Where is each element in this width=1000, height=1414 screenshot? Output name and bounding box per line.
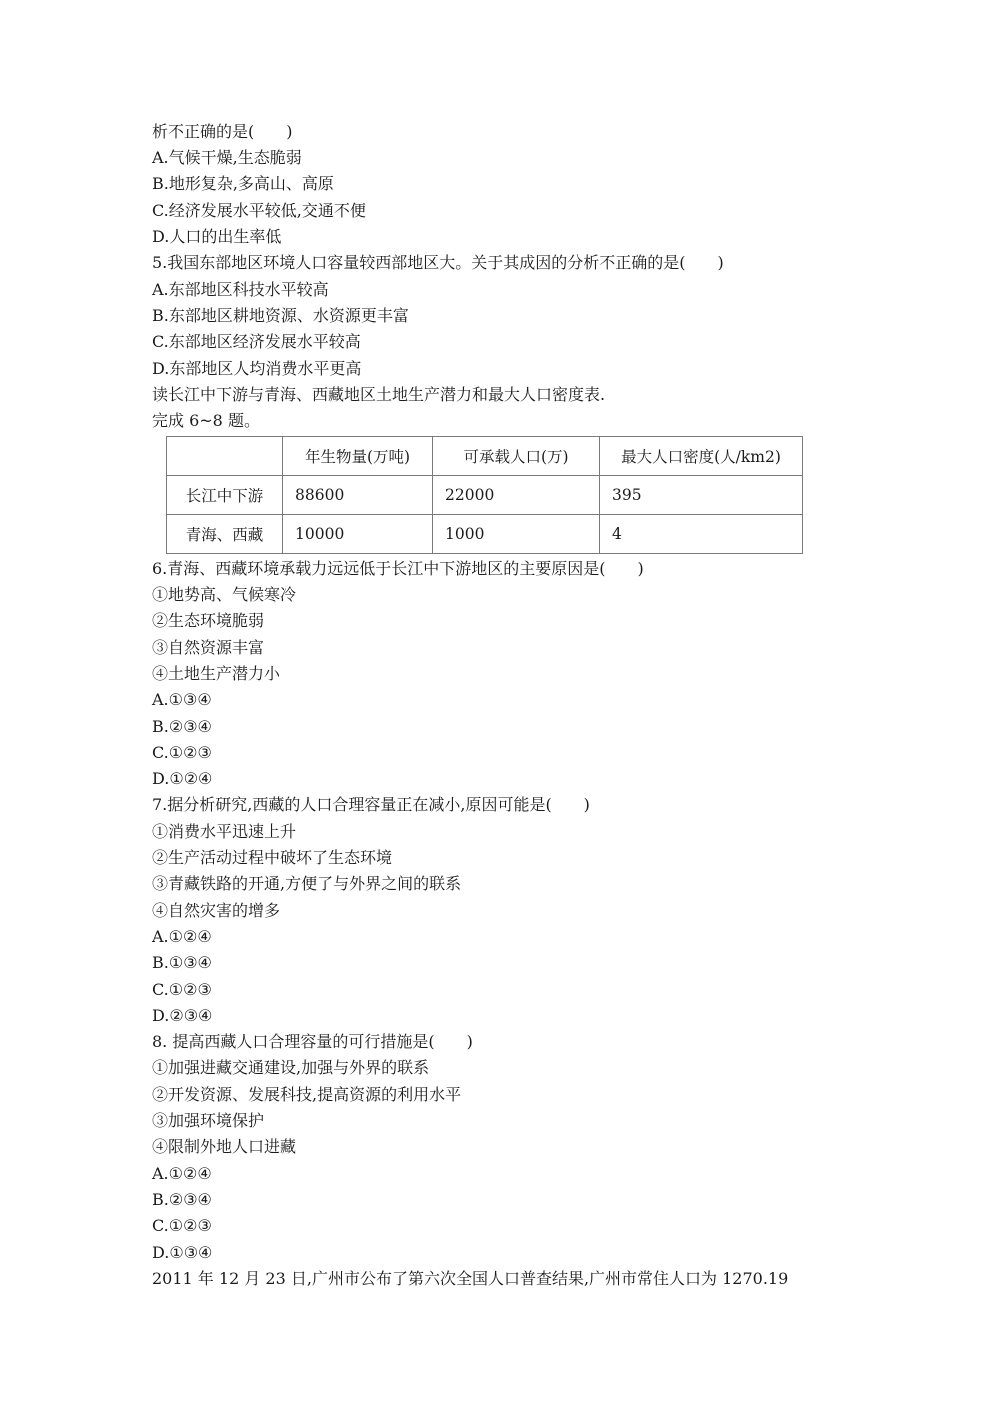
- q5-option-a: A.东部地区科技水平较高: [152, 280, 329, 299]
- q6-item-2: ②生态环境脆弱: [152, 611, 265, 630]
- land-potential-table: [166, 436, 803, 554]
- table-cell: 22000: [433, 476, 600, 515]
- q7-option-b: B.①③④: [152, 953, 212, 972]
- q6-option-a: A.①③④: [152, 690, 212, 709]
- q6-option-d: D.①②④: [152, 769, 213, 788]
- q6-item-3: ③自然资源丰富: [152, 638, 265, 657]
- table-header-row: [167, 437, 803, 476]
- q6-option-c: C.①②③: [152, 743, 212, 762]
- q8-item-4: ④限制外地人口进藏: [152, 1137, 297, 1156]
- table-row: [167, 476, 803, 515]
- table-header-cell: 年生物量(万吨): [283, 437, 433, 476]
- q5-stem: 5.我国东部地区环境人口容量较西部地区大。关于其成因的分析不正确的是( ): [152, 253, 724, 272]
- table-cell: 1000: [433, 515, 600, 554]
- table-cell: 10000: [283, 515, 433, 554]
- q6-item-1: ①地势高、气候寒冷: [152, 585, 297, 604]
- q6-stem: 6.青海、西藏环境承载力远远低于长江中下游地区的主要原因是( ): [152, 559, 644, 578]
- q7-stem: 7.据分析研究,西藏的人口合理容量正在减小,原因可能是( ): [152, 795, 590, 814]
- q8-option-c: C.①②③: [152, 1216, 212, 1235]
- table-cell: 4: [600, 515, 803, 554]
- q5-option-c: C.东部地区经济发展水平较高: [152, 332, 361, 351]
- q7-option-c: C.①②③: [152, 980, 212, 999]
- q8-option-d: D.①③④: [152, 1243, 213, 1262]
- table-cell: 长江中下游: [167, 476, 283, 515]
- q8-option-b: B.②③④: [152, 1190, 212, 1209]
- table-intro: 读长江中下游与青海、西藏地区土地生产潜力和最大人口密度表.: [152, 385, 606, 404]
- q7-item-1: ①消费水平迅速上升: [152, 822, 297, 841]
- q8-item-2: ②开发资源、发展科技,提高资源的利用水平: [152, 1085, 462, 1104]
- q7-option-d: D.②③④: [152, 1006, 213, 1025]
- q5-option-d: D.东部地区人均消费水平更高: [152, 359, 362, 378]
- q7-item-2: ②生产活动过程中破坏了生态环境: [152, 848, 393, 867]
- table-header-cell: 最大人口密度(人/km2): [600, 437, 803, 476]
- table-cell: 88600: [283, 476, 433, 515]
- q8-option-a: A.①②④: [152, 1164, 212, 1183]
- q4-option-b: B.地形复杂,多高山、高原: [152, 174, 334, 193]
- q6-option-b: B.②③④: [152, 717, 212, 736]
- guangzhou-census-passage: 2011 年 12 月 23 日,广州市公布了第六次全国人口普查结果,广州市常住人口为 1270.19: [152, 1269, 789, 1288]
- q4-stem-continuation: 析不正确的是( ): [152, 122, 293, 141]
- q4-option-c: C.经济发展水平较低,交通不便: [152, 201, 366, 220]
- table-header-cell: [167, 437, 283, 476]
- q7-item-4: ④自然灾害的增多: [152, 901, 281, 920]
- table-row: [167, 515, 803, 554]
- q7-item-3: ③青藏铁路的开通,方便了与外界之间的联系: [152, 874, 462, 893]
- table-intro-cont: 完成 6~8 题。: [152, 411, 260, 430]
- q5-option-b: B.东部地区耕地资源、水资源更丰富: [152, 306, 409, 325]
- table-cell: 395: [600, 476, 803, 515]
- q8-stem: 8. 提高西藏人口合理容量的可行措施是( ): [152, 1032, 473, 1051]
- table-cell: 青海、西藏: [167, 515, 283, 554]
- table-header-cell: 可承载人口(万): [433, 437, 600, 476]
- q8-item-1: ①加强进藏交通建设,加强与外界的联系: [152, 1058, 430, 1077]
- q4-option-a: A.气候干燥,生态脆弱: [152, 148, 302, 167]
- q7-option-a: A.①②④: [152, 927, 212, 946]
- q4-option-d: D.人口的出生率低: [152, 227, 282, 246]
- q6-item-4: ④土地生产潜力小: [152, 664, 281, 683]
- q8-item-3: ③加强环境保护: [152, 1111, 265, 1130]
